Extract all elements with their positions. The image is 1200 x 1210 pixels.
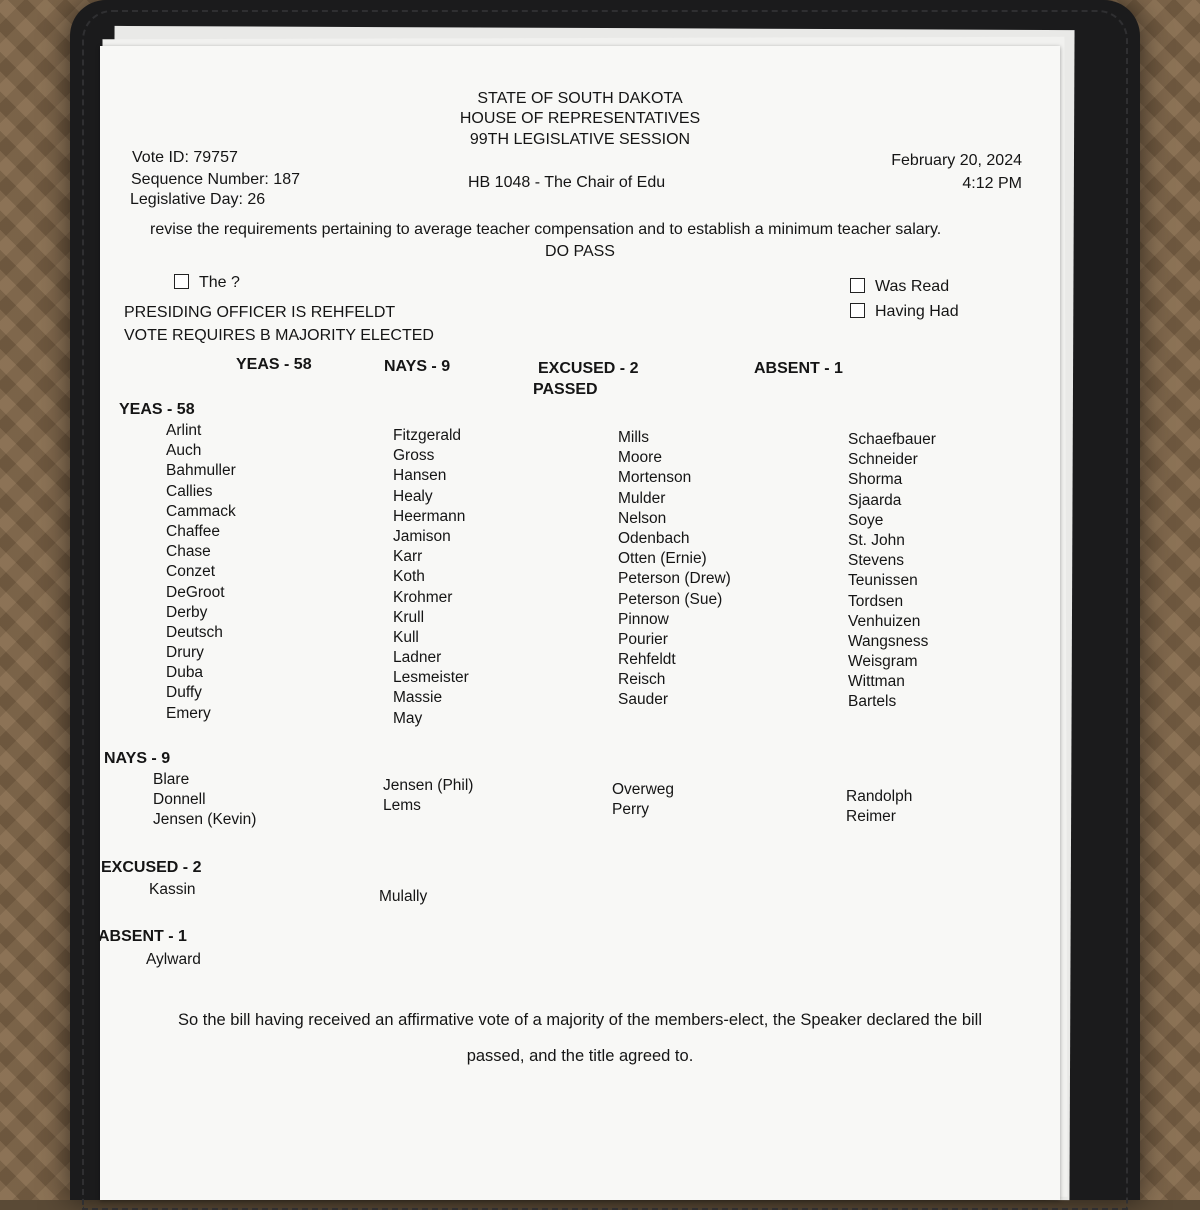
yeas-column-3 bbox=[618, 428, 731, 711]
total-absent: ABSENT - 1 bbox=[754, 360, 843, 377]
member-name: Tordsen bbox=[848, 592, 904, 610]
state-title: STATE OF SOUTH DAKOTA bbox=[477, 90, 683, 107]
member-name: Wittman bbox=[848, 673, 905, 691]
chamber-title: HOUSE OF REPRESENTATIVES bbox=[459, 110, 701, 127]
member-name: Hansen bbox=[393, 467, 447, 485]
absent-column-1 bbox=[146, 950, 201, 970]
member-name: Ladner bbox=[393, 649, 442, 667]
member-name: Healy bbox=[393, 487, 433, 505]
vote-id: Vote ID: 79757 bbox=[132, 149, 238, 166]
nays-heading: NAYS - 9 bbox=[104, 750, 171, 767]
member-name: Soye bbox=[848, 511, 884, 529]
member-name: Rehfeldt bbox=[618, 651, 676, 669]
member-name: Chaffee bbox=[166, 522, 221, 540]
nays-column-3 bbox=[612, 780, 674, 820]
checkbox-square bbox=[850, 303, 865, 318]
vote-time: 4:12 PM bbox=[962, 175, 1022, 192]
member-name: Callies bbox=[166, 482, 213, 500]
member-name: Jensen (Kevin) bbox=[153, 811, 257, 829]
member-name: Pinnow bbox=[618, 610, 669, 628]
total-excused: EXCUSED - 2 bbox=[538, 360, 639, 377]
member-name: Sauder bbox=[618, 691, 668, 709]
member-name: Conzet bbox=[166, 563, 216, 581]
member-name: Bartels bbox=[848, 693, 897, 711]
member-name: Perry bbox=[612, 801, 650, 819]
member-name: Karr bbox=[393, 548, 423, 566]
presiding-officer: PRESIDING OFFICER IS REHFELDT bbox=[124, 304, 396, 321]
member-name: Lems bbox=[383, 797, 421, 815]
member-name: Mulally bbox=[379, 888, 428, 905]
member-name: Jamison bbox=[393, 527, 451, 545]
checkbox-square bbox=[174, 274, 189, 289]
member-name: Peterson (Drew) bbox=[618, 570, 731, 588]
member-name: Reimer bbox=[846, 808, 896, 826]
yeas-column-4 bbox=[848, 430, 936, 713]
member-name: St. John bbox=[848, 531, 905, 549]
member-name: Peterson (Sue) bbox=[618, 590, 723, 608]
nays-column-1 bbox=[153, 770, 256, 831]
excused-column-2 bbox=[379, 887, 427, 907]
member-name: Kassin bbox=[149, 881, 196, 898]
member-name: Duffy bbox=[166, 684, 202, 702]
member-name: Shorma bbox=[848, 471, 903, 489]
vote-result: PASSED bbox=[533, 381, 598, 398]
member-name: Aylward bbox=[146, 951, 201, 968]
member-name: Auch bbox=[166, 442, 202, 460]
member-name: May bbox=[393, 709, 423, 727]
sequence-number: Sequence Number: 187 bbox=[131, 171, 300, 188]
member-name: Fitzgerald bbox=[393, 427, 462, 444]
member-name: Mills bbox=[618, 429, 649, 446]
member-name: Moore bbox=[618, 449, 662, 467]
member-name: Drury bbox=[166, 644, 204, 662]
member-name: Wangsness bbox=[848, 632, 929, 650]
member-name: Krull bbox=[393, 608, 425, 626]
member-name: Arlint bbox=[166, 422, 202, 439]
member-name: Weisgram bbox=[848, 653, 918, 671]
member-name: Krohmer bbox=[393, 588, 453, 606]
member-name: Schaefbauer bbox=[848, 431, 936, 448]
nays-column-2 bbox=[383, 776, 473, 816]
summary-line-2: passed, and the title agreed to. bbox=[466, 1047, 694, 1065]
member-name: Deutsch bbox=[166, 623, 223, 641]
member-name: Jensen (Phil) bbox=[383, 777, 474, 794]
member-name: Blare bbox=[153, 771, 190, 788]
member-name: Lesmeister bbox=[393, 669, 469, 687]
checkbox-was-read: Was Read bbox=[850, 278, 949, 296]
member-name: Gross bbox=[393, 447, 435, 465]
bill-title: revise the requirements pertaining to average teacher compensation and to establish a minimum teacher salary. bbox=[150, 221, 942, 238]
member-name: Teunissen bbox=[848, 572, 918, 590]
member-name: Otten (Ernie) bbox=[618, 550, 707, 568]
member-name: Derby bbox=[166, 603, 208, 621]
nays-column-4 bbox=[846, 787, 912, 827]
member-name: Sjaarda bbox=[848, 491, 902, 509]
session-title: 99TH LEGISLATIVE SESSION bbox=[469, 131, 691, 148]
member-name: Schneider bbox=[848, 451, 918, 469]
checkbox-having-had: Having Had bbox=[850, 303, 959, 321]
motion: DO PASS bbox=[545, 243, 615, 260]
member-name: Donnell bbox=[153, 791, 206, 809]
legislative-day: Legislative Day: 26 bbox=[130, 191, 266, 208]
member-name: Nelson bbox=[618, 509, 667, 527]
member-name: Duba bbox=[166, 664, 204, 682]
member-name: Bahmuller bbox=[166, 462, 236, 480]
total-yeas: YEAS - 58 bbox=[236, 356, 312, 373]
yeas-column-2 bbox=[393, 426, 469, 729]
yeas-column-1 bbox=[166, 421, 236, 724]
member-name: Mortenson bbox=[618, 469, 692, 487]
member-name: Kull bbox=[393, 628, 419, 646]
member-name: Heermann bbox=[393, 507, 466, 525]
member-name: Emery bbox=[166, 704, 211, 722]
member-name: Stevens bbox=[848, 552, 905, 570]
absent-heading: ABSENT - 1 bbox=[98, 928, 187, 945]
member-name: DeGroot bbox=[166, 583, 225, 601]
vote-date: February 20, 2024 bbox=[891, 152, 1022, 169]
total-nays: NAYS - 9 bbox=[384, 358, 451, 375]
bill-id: HB 1048 - The Chair of Edu bbox=[468, 174, 666, 191]
member-name: Odenbach bbox=[618, 529, 690, 547]
member-name: Reisch bbox=[618, 671, 666, 689]
member-name: Venhuizen bbox=[848, 612, 921, 630]
member-name: Overweg bbox=[612, 781, 675, 798]
excused-heading: EXCUSED - 2 bbox=[101, 859, 202, 876]
member-name: Koth bbox=[393, 568, 425, 586]
member-name: Cammack bbox=[166, 502, 236, 520]
vote-record-sheet bbox=[100, 46, 1060, 1200]
member-name: Pourier bbox=[618, 630, 668, 648]
member-name: Chase bbox=[166, 543, 211, 561]
member-name: Mulder bbox=[618, 489, 666, 507]
yeas-heading: YEAS - 58 bbox=[119, 401, 195, 418]
checkbox-the: The ? bbox=[174, 274, 240, 292]
checkbox-square bbox=[850, 278, 865, 293]
member-name: Massie bbox=[393, 689, 443, 707]
excused-column-1 bbox=[149, 880, 196, 900]
vote-requirement: VOTE REQUIRES B MAJORITY ELECTED bbox=[124, 327, 434, 344]
member-name: Randolph bbox=[846, 788, 913, 805]
summary-line-1: So the bill having received an affirmative vote of a majority of the members-elect, the Speaker declared the bill bbox=[177, 1011, 983, 1029]
